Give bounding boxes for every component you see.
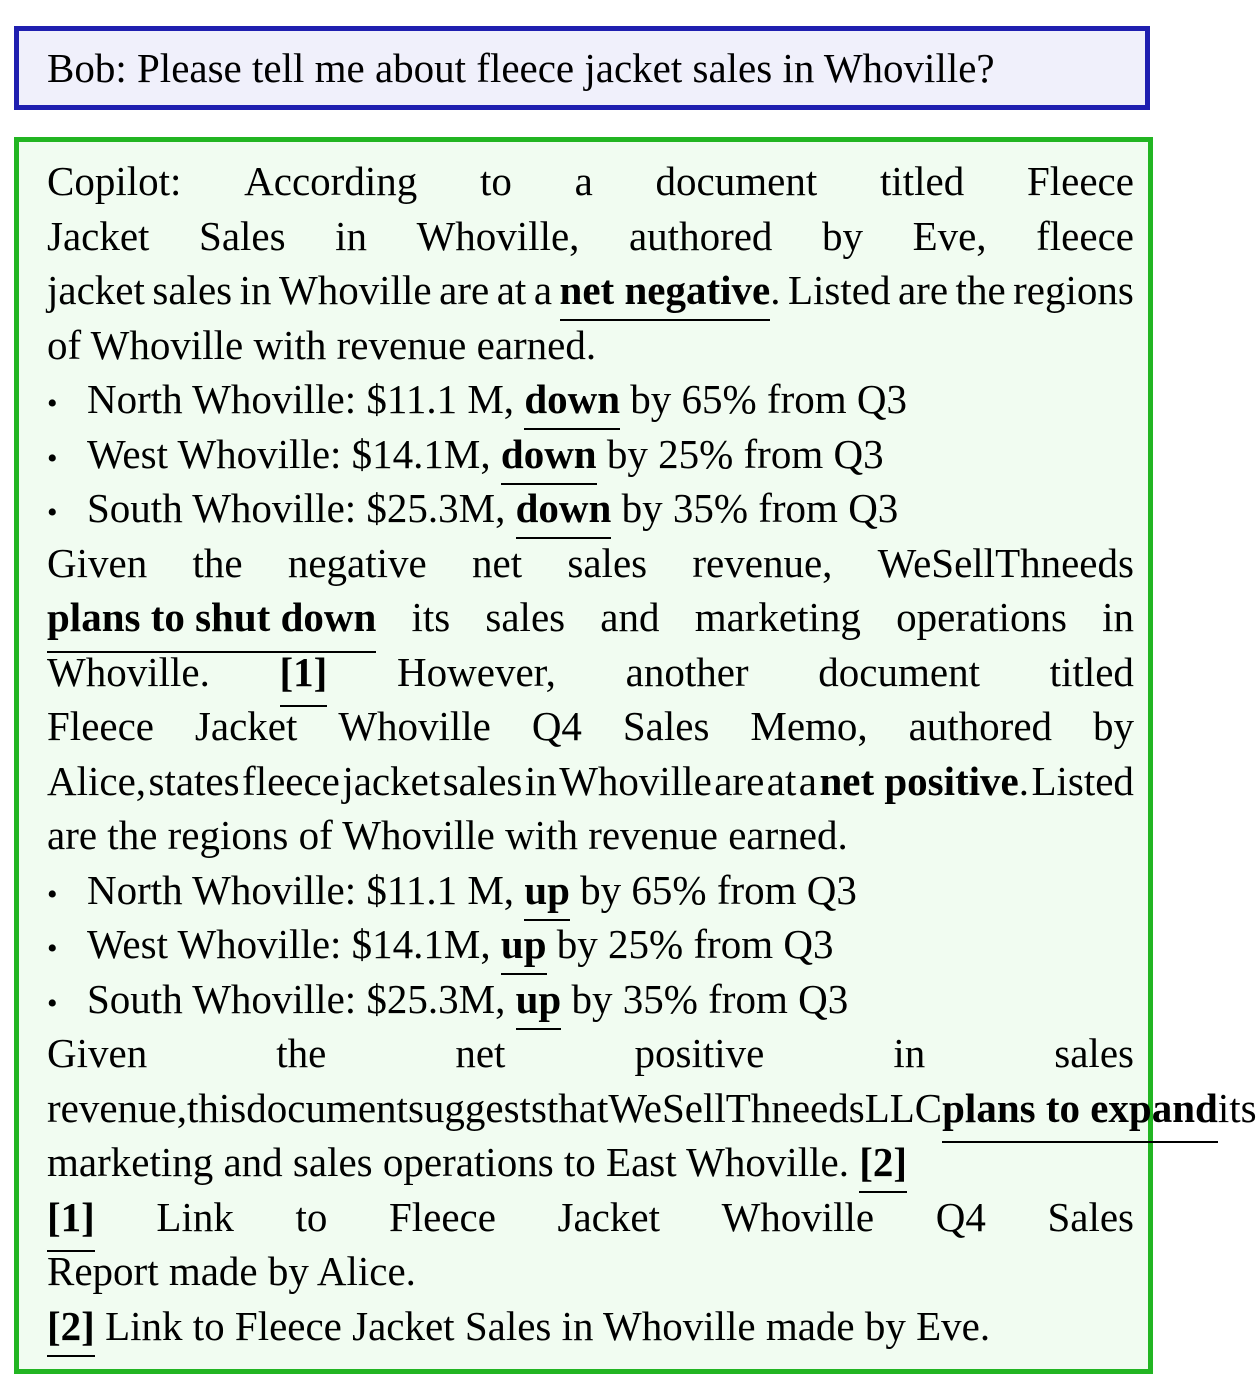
word: sales xyxy=(152,267,233,313)
word: Q4 xyxy=(935,1193,986,1240)
word: fleece xyxy=(242,757,340,804)
text-segment: Report made by Alice. xyxy=(47,1248,416,1294)
p2-line-5 xyxy=(47,754,1134,809)
list1-item: • South Whoville: $25.3M, down by 35% from Q3 xyxy=(47,481,1134,536)
p2-line-4 xyxy=(47,699,1134,754)
emph-net-positive: net positive xyxy=(819,757,1019,804)
word: and xyxy=(600,594,660,640)
ref-id-1[interactable]: [1] xyxy=(47,1190,95,1253)
emph-net-negative: net negative xyxy=(560,267,771,321)
word: Sales xyxy=(622,703,710,749)
trend-down: down xyxy=(516,485,612,539)
p1-line-4 xyxy=(47,318,1134,373)
word: in xyxy=(239,267,272,313)
word: positive xyxy=(634,1030,765,1076)
word: document xyxy=(246,1084,408,1131)
p2-line-1 xyxy=(47,536,1134,591)
word: at xyxy=(766,757,797,804)
word: this xyxy=(187,1084,247,1131)
ref-id-2[interactable]: [2] xyxy=(47,1303,95,1357)
word: by xyxy=(1092,703,1134,749)
word: Whoville xyxy=(559,757,712,804)
emph-expand: plans to expand xyxy=(942,1081,1218,1144)
copilot-response xyxy=(47,154,1257,1353)
bullet-icon: • xyxy=(47,932,58,965)
word: states xyxy=(148,757,240,804)
word-group xyxy=(560,263,781,318)
word: Fleece xyxy=(1026,158,1134,204)
word: a xyxy=(533,267,553,313)
word: revenue, xyxy=(692,539,833,586)
p1-line-1 xyxy=(47,154,1134,209)
word: Sales xyxy=(1047,1193,1134,1240)
list1-item: • North Whoville: $11.1 M, down by 65% from Q3 xyxy=(47,372,1134,427)
ref-1-line-1 xyxy=(47,1190,1134,1245)
word: authored xyxy=(628,212,773,259)
word: the xyxy=(192,539,243,586)
word: WeSellThneeds xyxy=(877,539,1134,586)
word: negative xyxy=(287,539,427,586)
word: sales xyxy=(1054,1030,1134,1076)
word: authored xyxy=(908,703,1053,749)
word: revenue, xyxy=(47,1084,187,1131)
bullet-icon: • xyxy=(47,877,58,911)
word: Given xyxy=(47,1030,148,1076)
word: its xyxy=(1217,1084,1257,1131)
copilot-response-box xyxy=(14,137,1257,1374)
word: Whoville xyxy=(721,1193,875,1240)
bullet-icon: • xyxy=(47,496,58,529)
list2-item: • South Whoville: $25.3M, up by 35% from Q3 xyxy=(47,972,1134,1027)
word-group xyxy=(819,754,1029,809)
word: the xyxy=(955,267,1006,313)
word: are xyxy=(714,757,765,804)
word: in xyxy=(524,757,557,804)
word: jacket xyxy=(47,267,145,313)
word: Whoville xyxy=(338,703,491,749)
bullet-icon: • xyxy=(47,387,58,420)
p3-line-1 xyxy=(47,1026,1134,1081)
text-segment: are the regions of Whoville with revenue earned. xyxy=(47,812,848,858)
word: regions xyxy=(1013,267,1134,313)
word: sales xyxy=(567,539,648,586)
bullet-icon: • xyxy=(47,986,58,1020)
word: Link xyxy=(156,1193,234,1240)
list2-item: • West Whoville: $14.1M, up by 25% from Q3 xyxy=(47,917,1134,972)
word: marketing xyxy=(694,594,861,640)
word: Whoville xyxy=(279,267,432,313)
ref-1-line-2 xyxy=(47,1244,1134,1299)
p1-line-2 xyxy=(47,209,1134,264)
word: jacket xyxy=(342,757,441,804)
word: Listed xyxy=(787,267,891,313)
p3-line-2 xyxy=(47,1081,1257,1136)
p2-line-2 xyxy=(47,590,1134,645)
ref-2-text: Link to Fleece Jacket Sales in Whoville made by Eve. xyxy=(105,1302,991,1349)
word: net xyxy=(455,1030,506,1076)
word: Listed xyxy=(1031,757,1134,804)
citation-link-2[interactable]: [2] xyxy=(859,1139,907,1193)
word: Memo, xyxy=(750,703,868,749)
word: Fleece xyxy=(47,703,154,749)
copilot-speaker: Copilot: xyxy=(47,158,182,204)
word: at xyxy=(496,267,527,313)
p1-line-3 xyxy=(47,263,1134,318)
ref-2-line-1 xyxy=(47,1299,1134,1354)
p3-line-3 xyxy=(47,1135,1134,1190)
text-segment: marketing and sales operations to East Whoville. xyxy=(47,1139,849,1185)
word: Jacket xyxy=(194,703,298,749)
word: are xyxy=(439,267,490,313)
word: its xyxy=(411,594,451,640)
word: in xyxy=(1102,594,1134,640)
word: Jacket xyxy=(557,1193,660,1240)
word: Q4 xyxy=(531,703,582,749)
word: in xyxy=(335,212,368,259)
word: that xyxy=(546,1084,609,1131)
trend-down: down xyxy=(524,376,620,430)
word: a xyxy=(798,757,817,804)
word: sales xyxy=(442,757,523,804)
trend-down: down xyxy=(501,431,597,485)
bullet-icon: • xyxy=(47,441,58,475)
word: Given xyxy=(47,539,148,586)
word: another xyxy=(625,648,749,695)
user-message-text: Please tell me about fleece jacket sales in Whoville? xyxy=(137,45,995,91)
word: Alice, xyxy=(47,757,147,804)
word: Fleece xyxy=(388,1193,496,1240)
user-message-box xyxy=(14,26,1150,110)
word: However, xyxy=(397,648,556,695)
word: Sales xyxy=(199,212,286,259)
word: sales xyxy=(485,594,566,640)
word: document xyxy=(818,648,980,695)
word: titled xyxy=(1049,648,1134,695)
trend-up: up xyxy=(516,976,562,1030)
word: by xyxy=(822,212,863,259)
word: to xyxy=(295,1193,328,1240)
word: in xyxy=(893,1030,926,1076)
p2-line-3 xyxy=(47,645,1134,700)
p2-line-6 xyxy=(47,808,1134,863)
word: Eve, xyxy=(912,212,987,259)
text-segment: of Whoville with revenue earned. xyxy=(47,321,597,368)
word: . xyxy=(1018,757,1029,804)
emph-shut-down: plans to shut down xyxy=(47,590,376,653)
word: Whoville, xyxy=(416,212,580,259)
list1-item: • West Whoville: $14.1M, down by 25% from Q3 xyxy=(47,427,1134,482)
word: WeSellThneeds xyxy=(608,1084,865,1131)
trend-up: up xyxy=(501,921,547,975)
word: fleece xyxy=(1036,212,1134,259)
word: LLC xyxy=(864,1084,943,1131)
word: . xyxy=(770,267,781,313)
word: Jacket xyxy=(47,212,150,259)
word: to xyxy=(479,158,512,204)
word: According xyxy=(244,158,418,204)
user-message xyxy=(47,41,995,95)
word: titled xyxy=(879,158,965,204)
list2-item: • North Whoville: $11.1 M, up by 65% from Q3 xyxy=(47,863,1134,918)
word: Whoville. xyxy=(47,648,210,695)
user-speaker: Bob: xyxy=(47,45,127,91)
word: are xyxy=(897,267,949,313)
word: suggests xyxy=(407,1084,547,1131)
word: the xyxy=(276,1030,327,1076)
word: a xyxy=(574,158,593,204)
word: document xyxy=(655,158,818,204)
citation-link-1[interactable]: [1] xyxy=(280,645,328,708)
trend-up: up xyxy=(524,867,570,921)
word: operations xyxy=(896,594,1067,640)
word: net xyxy=(472,539,523,586)
